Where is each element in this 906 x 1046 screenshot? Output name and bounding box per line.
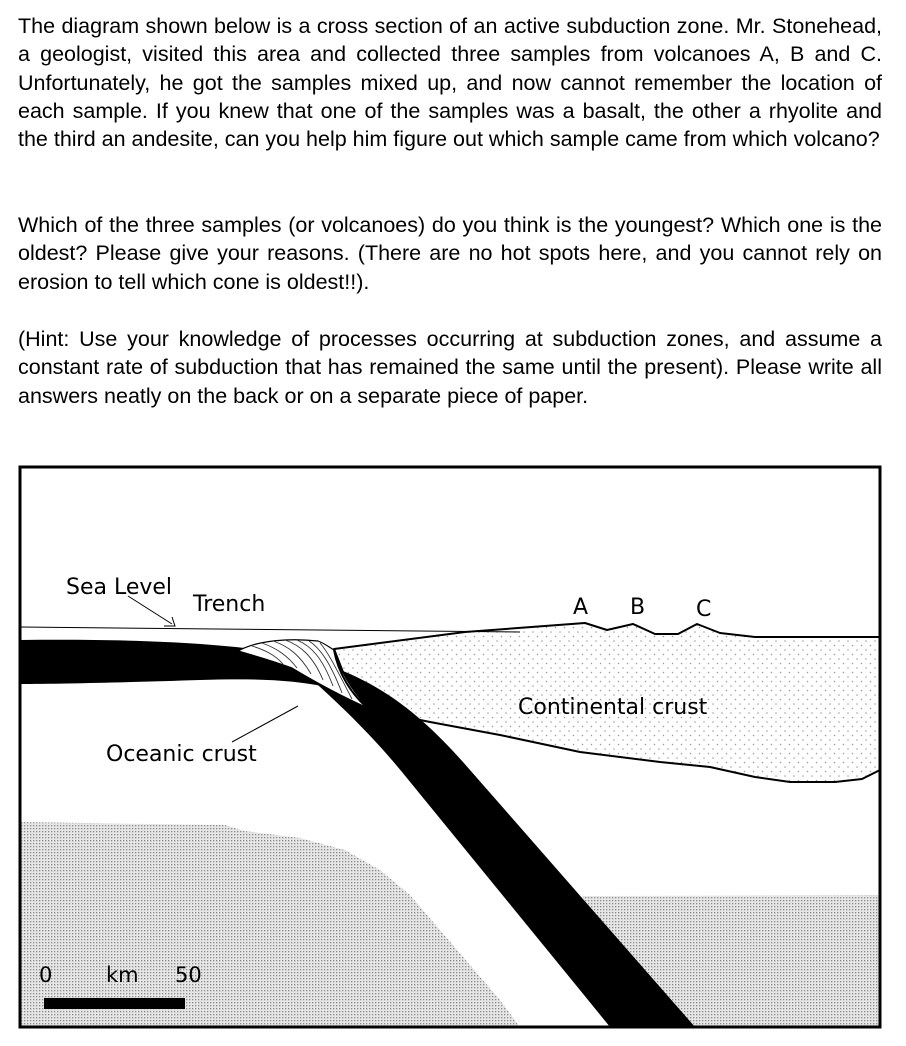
volcano-a-label: A <box>573 595 589 620</box>
question-paragraph-age: Which of the three samples (or volcanoes) do you think is the youngest? Which one is the oldest? Please give your reasons. (There are no hot spots here, and you cannot rely on erosion to tell which cone is oldest!!). <box>18 213 882 294</box>
scale-zero-label: 0 <box>39 963 53 987</box>
question-paragraph-hint: (Hint: Use your knowledge of processes occurring at subduction zones, and assume a constant rate of subduction that has remained the same until the present). Please write all answers neatly on the back or on a separate piece of paper. <box>18 327 882 408</box>
volcano-c-label: C <box>696 597 712 622</box>
scale-bar <box>44 998 185 1009</box>
sea-level-label: Sea Level <box>66 575 173 600</box>
question-paragraph-intro: The diagram shown below is a cross section of an active subduction zone. Mr. Stonehead, a geologist, visited this area and collected three samples from volcanoes A, B and C. Unfortunately, he got the samples mixed up, and now cannot remember the location of each sample. If you knew that one of the samples was a basalt, the other a rhyolite and the third an andesite, can you help him figure out which sample came from which volcano? <box>18 14 882 152</box>
sea-level-line <box>20 627 520 632</box>
continental-crust-label: Continental crust <box>518 695 708 720</box>
mantle-left <box>20 822 520 1027</box>
oceanic-crust-pointer <box>232 706 298 742</box>
trench-label: Trench <box>193 592 266 617</box>
sea-level-pointer-arrow <box>164 617 175 626</box>
scale-unit-label: km <box>106 963 139 987</box>
scale-fifty-label: 50 <box>175 963 202 987</box>
sea-level-pointer <box>128 596 172 624</box>
volcano-b-label: B <box>630 595 646 620</box>
oceanic-crust-label: Oceanic crust <box>106 742 257 767</box>
